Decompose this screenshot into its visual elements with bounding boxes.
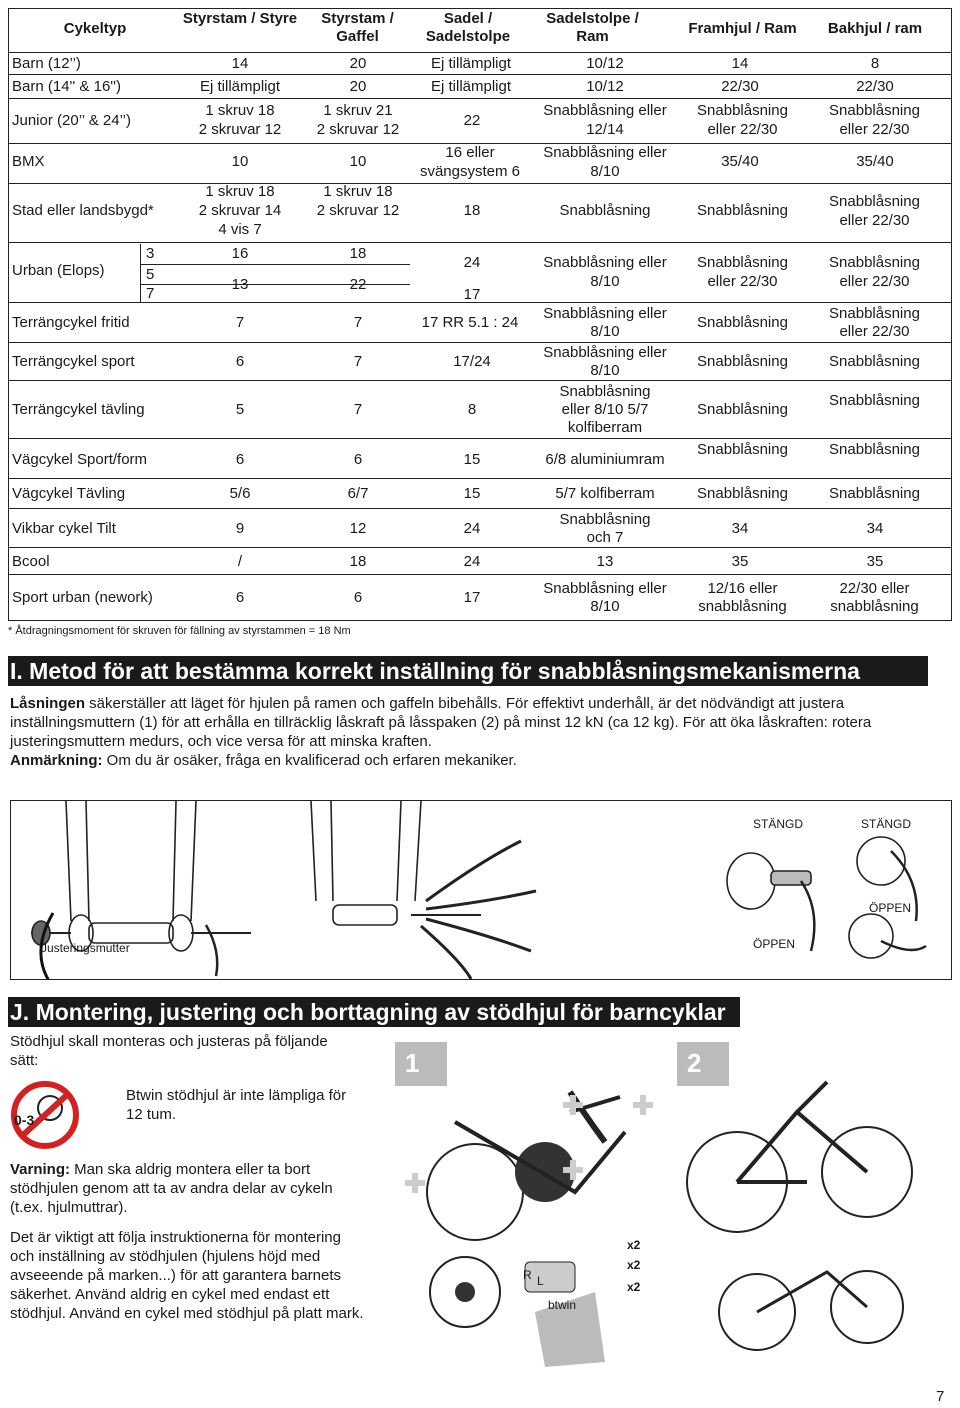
cell: Snabblåsning eller [543, 102, 667, 119]
cell: Snabblåsning [829, 102, 920, 119]
header-sadel: Sadel / Sadelstolpe [425, 10, 511, 45]
qty-label: x2 [627, 1238, 641, 1252]
table-rule [8, 380, 952, 381]
step-2-number: 2 [687, 1048, 702, 1078]
cell: 34 [731, 520, 749, 537]
cell: 4 vis 7 [218, 221, 262, 238]
cell: 7 [353, 401, 363, 418]
cell: Snabblåsning [829, 305, 920, 322]
lead-text: säkerställer att läget för hjulen på ramen och gaffeln bibehålls. För effektivt underhåll, är det nödvändigt att justera inställningsmuttern (1) för att erhålla en tillräcklig låskraft på låsspaken (2) på minst 12 kN (ca 12 kg). För att öka låskraften: rotera justeringsmuttern medurs, och vice versa för att minska kraften. [10, 695, 872, 750]
cell: 6 [235, 353, 245, 370]
side-left-label: L [537, 1274, 544, 1288]
step-1-number: 1 [405, 1048, 420, 1078]
cell: 10 [349, 153, 367, 170]
qty-label: x2 [605, 1178, 619, 1192]
cell: Snabblåsning [829, 485, 920, 502]
cell: snabblåsning [830, 598, 919, 615]
step-2-drawing [677, 1042, 939, 1367]
quick-release-drawing [11, 801, 951, 979]
cell: 5/6 [229, 485, 251, 502]
cell: eller 22/30 [707, 273, 778, 290]
cell: 15 [463, 451, 481, 468]
table-rule [8, 52, 952, 53]
cell: och 7 [586, 529, 624, 546]
cell-type: Vägcykel Sport/form [12, 451, 148, 468]
cell: Ej tillämpligt [199, 78, 281, 95]
cell: 35/40 [721, 153, 759, 170]
header-bakhjul: Bakhjul / ram [827, 20, 923, 37]
cell: svängsystem 6 [419, 163, 521, 180]
cell: eller 8/10 5/7 [561, 401, 649, 418]
cell-type: Terrängcykel fritid [12, 314, 130, 331]
warning-paragraph [10, 1160, 360, 1217]
cell: 2 skruvar 12 [316, 121, 400, 138]
cell: Snabblåsning [697, 314, 788, 331]
cell: 8/10 [590, 598, 620, 615]
cell: 3 [146, 245, 155, 262]
table-rule [8, 478, 952, 479]
cell: 7 [353, 314, 363, 331]
label-open-2: ÖPPEN [869, 901, 912, 915]
cell: eller 22/30 [839, 273, 910, 290]
table-border-bottom [8, 620, 952, 621]
cell-type: Barn (14'' & 16'') [12, 78, 122, 95]
cell: 7 [146, 285, 155, 302]
cell: Ej tillämpligt [430, 55, 512, 72]
cell: 2 skruvar 12 [316, 202, 400, 219]
quick-release-illustration [10, 800, 952, 980]
page-number: 7 [936, 1388, 945, 1405]
step-1-illustration [395, 1042, 667, 1367]
cell: 5 [235, 401, 245, 418]
cell-type: BMX [12, 153, 45, 170]
table-rule [8, 98, 952, 99]
cell: Snabblåsning [559, 202, 651, 219]
cell: 24 [463, 553, 481, 570]
cell: 16 eller [445, 144, 495, 161]
label-closed-2: STÄNGD [861, 817, 912, 831]
cell: Snabblåsning [697, 353, 788, 370]
cell: 7 [235, 314, 245, 331]
cell-type: Junior (20’’ & 24’’) [12, 112, 131, 129]
cell: 22 [463, 112, 481, 129]
cell: 6 [235, 589, 245, 606]
side-right-label: R [523, 1268, 532, 1282]
cell: / [237, 553, 243, 570]
header-framhjul: Framhjul / Ram [688, 20, 797, 37]
warning-text: Man ska aldrig montera eller ta bort stödhjulen genom att ta av andra delar av cykeln (t.ex. hjulmuttrar). [10, 1161, 333, 1216]
section-j-intro: Stödhjul skall monteras och justeras på följande sätt: [10, 1033, 328, 1069]
cell: 8 [467, 401, 477, 418]
cell: 8 [870, 55, 880, 72]
cell: Snabblåsning [697, 401, 788, 418]
cell-type: Vägcykel Tävling [12, 485, 126, 502]
cell: eller 22/30 [707, 121, 778, 138]
table-rule [8, 438, 952, 439]
cell: eller 22/30 [839, 121, 910, 138]
cell: 8/10 [590, 163, 620, 180]
cell: 35 [731, 553, 749, 570]
cell: 17 [463, 286, 481, 303]
note-bold: Anmärkning: [10, 752, 103, 769]
table-border-top [8, 8, 952, 9]
cell: 24 [463, 254, 481, 271]
cell: 22/30 [721, 78, 759, 95]
cell: 18 [349, 245, 367, 262]
cell: Snabblåsning [697, 102, 788, 119]
cell: Snabblåsning [697, 485, 788, 502]
cell: Snabblåsning [829, 193, 920, 210]
table-footnote: * Åtdragningsmoment för skruven för fällning av styrstammen = 18 Nm [8, 625, 351, 637]
cell: 8/10 [590, 323, 620, 340]
cell: 6/8 aluminiumram [545, 451, 665, 468]
cell-type: Barn (12’’) [12, 55, 81, 72]
cell: 35/40 [856, 153, 894, 170]
cell-type: Sport urban (nework) [12, 589, 153, 606]
label-open-1: ÖPPEN [753, 937, 796, 951]
cell: Snabblåsning eller [543, 305, 667, 322]
important-paragraph: Det är viktigt att följa instruktionerna för montering och inställning av stödhjulen (hjulens höjd med avseeende på marken...) för att garantera barnets säkerhet. Använd aldrig en cykel med endast ett stödhjul. Använd en cykel med stödhjul på platt mark. [10, 1229, 364, 1322]
section-j-title: J. Montering, justering och borttagning av stödhjul för barncyklar [8, 997, 740, 1027]
cell: 5/7 kolfiberram [555, 485, 655, 502]
table-border-right [951, 8, 952, 620]
table-subrule [140, 264, 410, 265]
section-i-title: I. Metod för att bestämma korrekt inställning för snabblåsningsmekanismerna [8, 656, 928, 686]
cell: 10/12 [586, 78, 624, 95]
note-text: Om du är osäker, fråga en kvalificerad och erfaren mekaniker. [102, 752, 517, 769]
table-rule [8, 183, 952, 184]
cell: Snabblåsning eller [543, 580, 667, 597]
header-styrstam-styre: Styrstam / Styre [182, 10, 298, 27]
cell: 8/10 [590, 362, 620, 379]
header-styrstam-gaffel: Styrstam / Gaffel [321, 10, 394, 45]
cell: Snabblåsning eller [543, 254, 667, 271]
brand-label: btwin [548, 1298, 577, 1312]
cell: 15 [463, 485, 481, 502]
cell: 17 RR 5.1 : 24 [421, 314, 519, 331]
cell: 14 [231, 55, 249, 72]
cell: Snabblåsning [697, 441, 788, 458]
cell: snabblåsning [698, 598, 787, 615]
cell: eller 22/30 [839, 323, 910, 340]
cell: 16 [231, 245, 249, 262]
cell: 10/12 [586, 55, 624, 72]
cell: 2 skruvar 14 [198, 202, 282, 219]
cell: 12 [349, 520, 367, 537]
cell: 17/24 [453, 353, 491, 370]
cell: 22/30 eller [839, 580, 910, 597]
cell: 1 skruv 18 [323, 183, 393, 200]
header-cykeltyp: Cykeltyp [63, 20, 127, 37]
cell: 1 skruv 21 [323, 102, 393, 119]
cell: 18 [349, 553, 367, 570]
cell: Snabblåsning [559, 511, 651, 528]
cell: kolfiberram [567, 419, 643, 436]
step-2-illustration [677, 1042, 939, 1367]
cell: 9 [235, 520, 245, 537]
cell: 8/10 [590, 273, 620, 290]
cell: Snabblåsning [829, 353, 920, 370]
cell: 12/14 [586, 121, 624, 138]
cell: 13 [231, 276, 249, 293]
cell-type: Vikbar cykel Tilt [12, 520, 116, 537]
cell: 5 [146, 266, 155, 283]
cell: 12/16 eller [707, 580, 778, 597]
table-rule [8, 242, 952, 243]
cell: 2 skruvar 12 [198, 121, 282, 138]
cell: 13 [596, 553, 614, 570]
cell: eller 22/30 [839, 212, 910, 229]
table-col-divider [140, 244, 141, 302]
cell: 1 skruv 18 [205, 183, 275, 200]
label-closed-1: STÄNGD [753, 817, 804, 831]
step-1-drawing [395, 1042, 667, 1367]
cell: 10 [231, 153, 249, 170]
qty-label: x2 [627, 1134, 641, 1148]
cell: 20 [349, 78, 367, 95]
table-border-left [8, 8, 9, 620]
cell: Snabblåsning [829, 441, 920, 458]
cell: 6 [235, 451, 245, 468]
cell: 34 [866, 520, 884, 537]
cell: 20 [349, 55, 367, 72]
cell: 35 [866, 553, 884, 570]
cell: Snabblåsning [697, 202, 788, 219]
cell: Snabblåsning [559, 383, 651, 400]
not-suitable-note: Btwin stödhjul är inte lämpliga för 12 tum. [126, 1087, 347, 1123]
cell: Snabblåsning eller [543, 144, 667, 161]
cell: 22/30 [856, 78, 894, 95]
table-rule [8, 574, 952, 575]
cell: Snabblåsning [829, 254, 920, 271]
cell: 6/7 [347, 485, 369, 502]
cell-type: Stad eller landsbygd* [12, 202, 154, 219]
qty-label: x2 [627, 1280, 641, 1294]
age-badge: 0-3 [14, 1112, 35, 1128]
table-rule [8, 74, 952, 75]
section-i-body [10, 694, 950, 770]
cell: 18 [463, 202, 481, 219]
cell-type: Urban (Elops) [12, 262, 105, 279]
cell: 6 [353, 589, 363, 606]
cell: 7 [353, 353, 363, 370]
cell-type: Terrängcykel tävling [12, 401, 145, 418]
cell-type: Bcool [12, 553, 50, 570]
label-adjusting-nut: Justeringsmutter [41, 941, 130, 955]
warning-bold: Varning: [10, 1161, 71, 1178]
table-rule [8, 508, 952, 509]
cell: 22 [349, 276, 367, 293]
cell: 1 skruv 18 [205, 102, 275, 119]
cell: Snabblåsning [829, 392, 920, 409]
cell: 14 [731, 55, 749, 72]
cell-type: Terrängcykel sport [12, 353, 135, 370]
header-sadelstolpe-ram: Sadelstolpe / Ram [546, 10, 639, 45]
qty-label: x2 [627, 1258, 641, 1272]
cell: 24 [463, 520, 481, 537]
cell: Ej tillämpligt [430, 78, 512, 95]
table-rule [8, 342, 952, 343]
cell: 17 [463, 589, 481, 606]
cell: Snabblåsning eller [543, 344, 667, 361]
lead-bold: Låsningen [10, 695, 86, 712]
cell: 6 [353, 451, 363, 468]
table-rule [8, 547, 952, 548]
cell: Snabblåsning [697, 254, 788, 271]
